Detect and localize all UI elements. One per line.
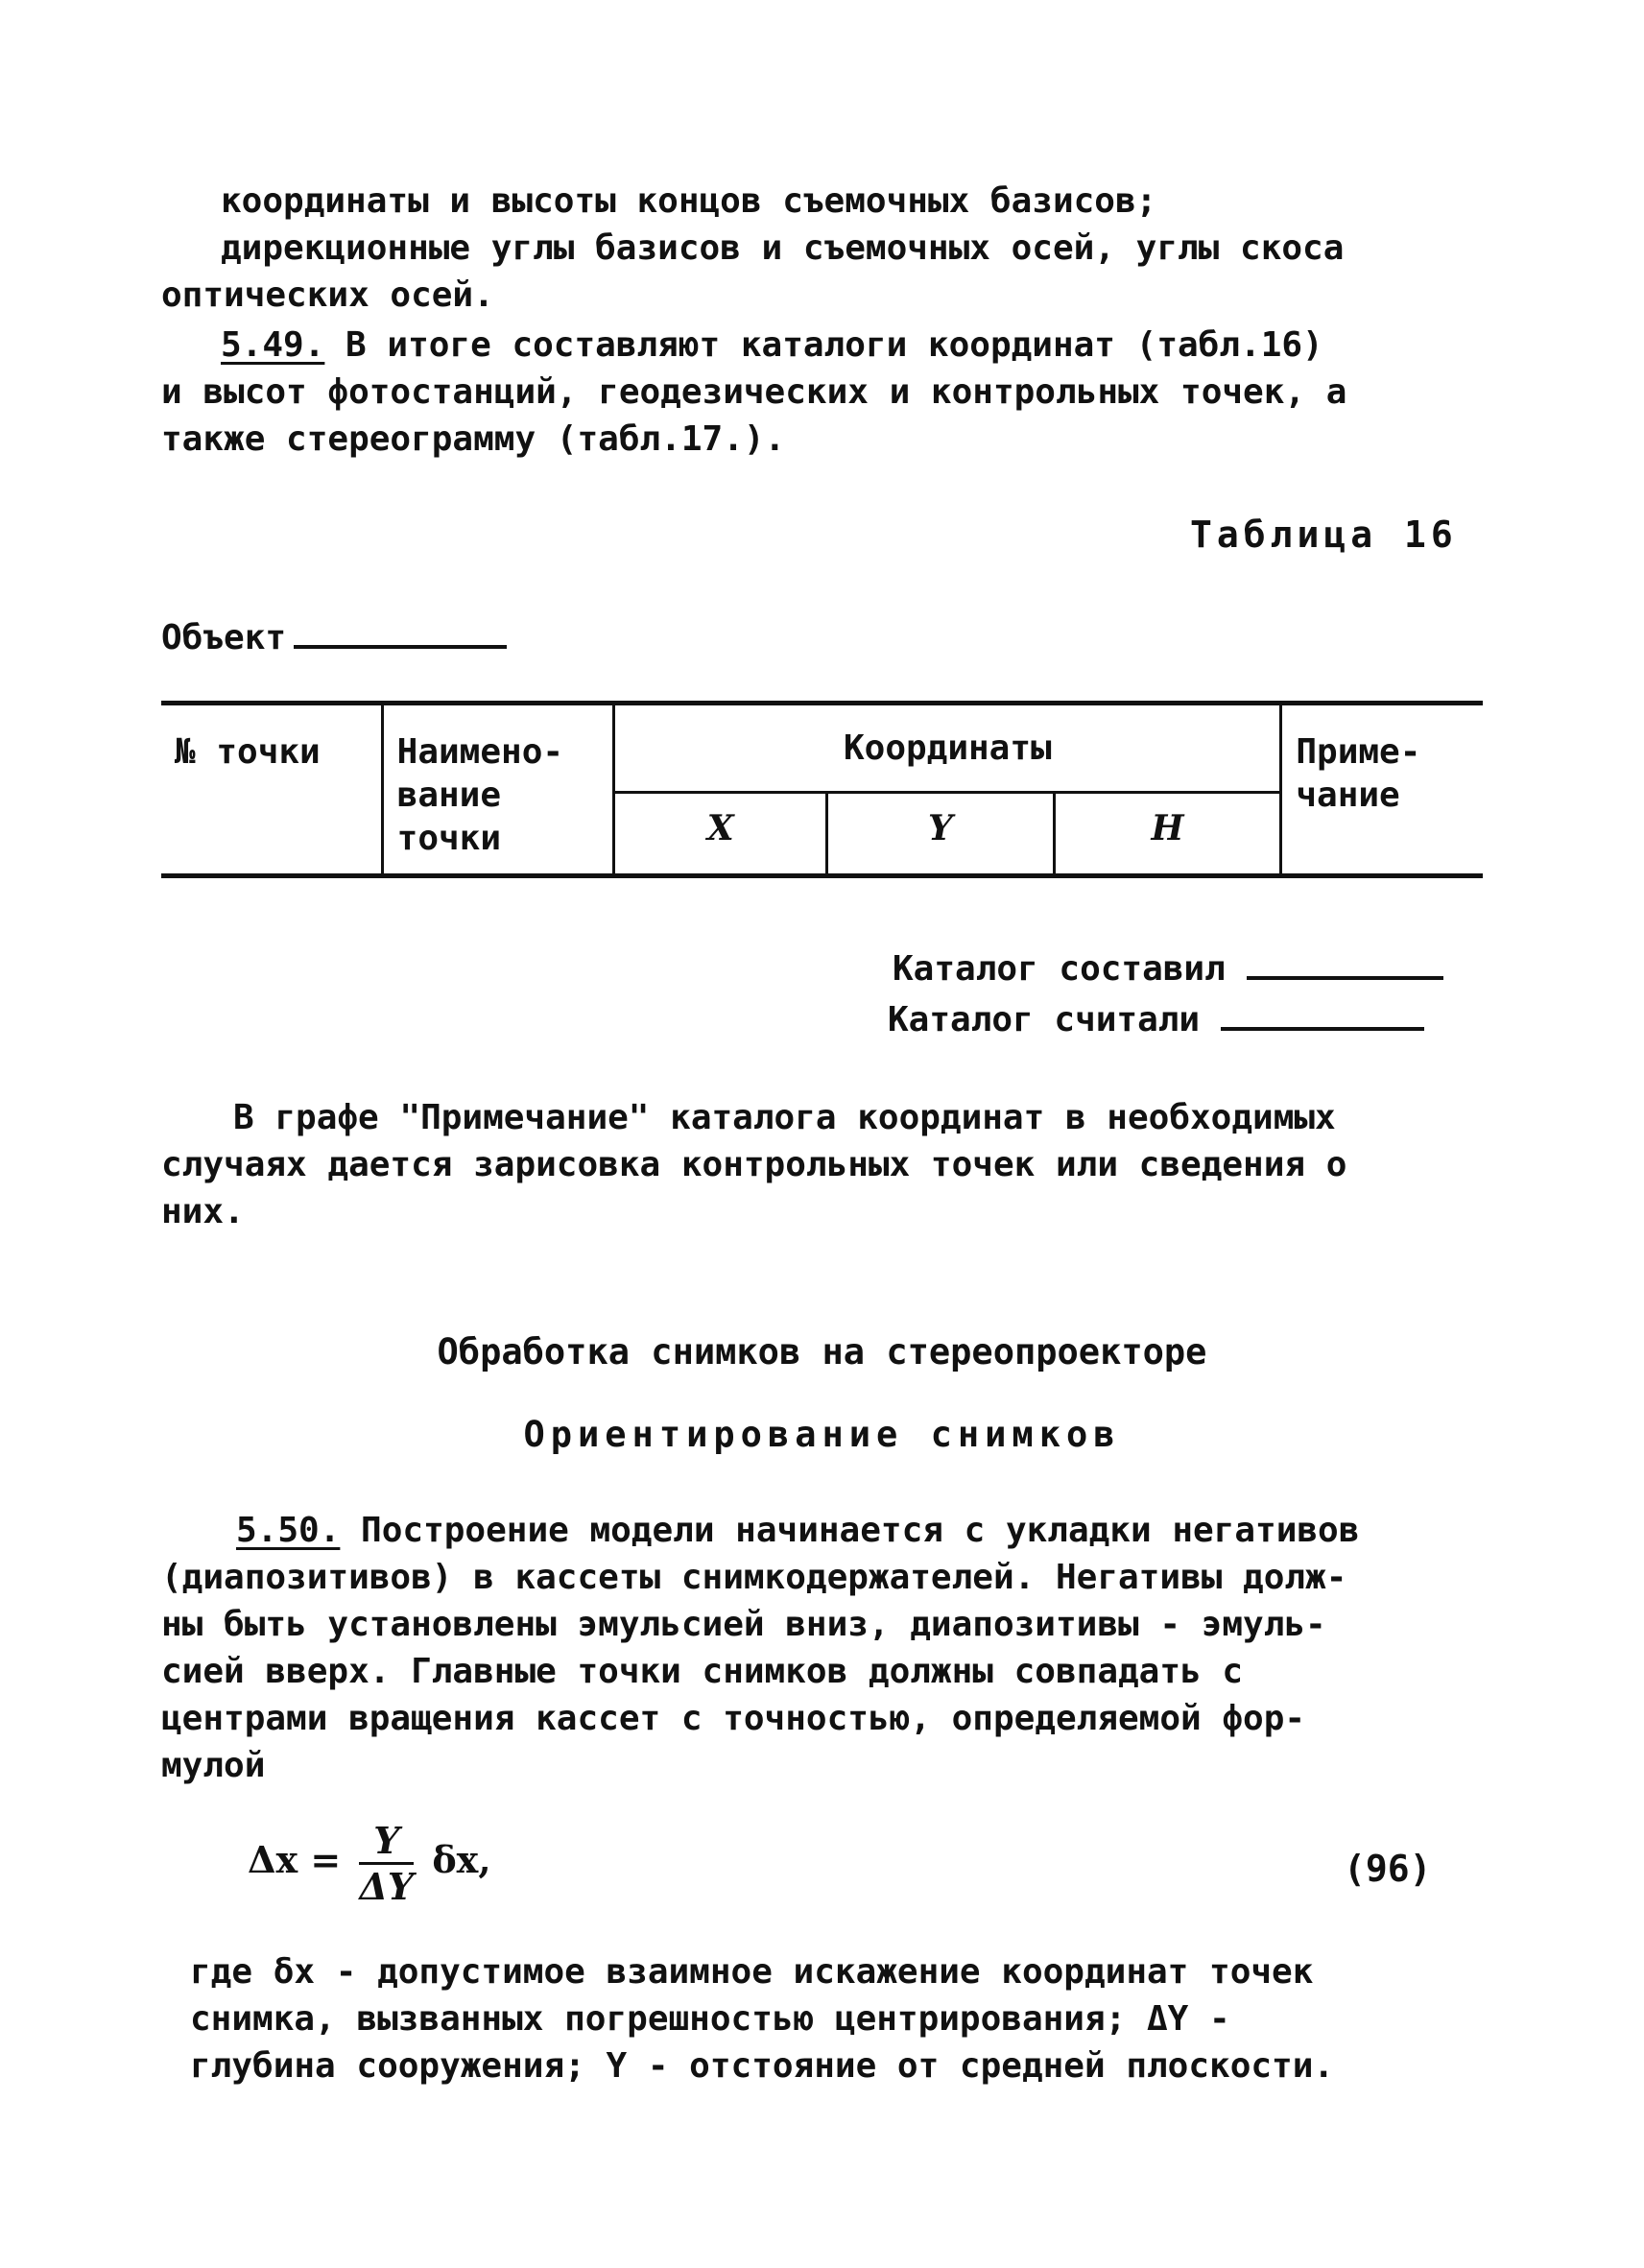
p550-line-2: (диапозитивов) в кассеты снимкодержателей. Негативы долж- [161,1558,1347,1597]
signature-checked-line [1221,1027,1424,1031]
paragraph-5-49 [161,322,1346,463]
header-x: X [614,793,827,876]
header-point-name-line-1: Наимено- [396,732,564,772]
object-blank-line [294,645,507,649]
p549-line-2: и высот фотостанций, геодезических и контрольных точек, а [161,372,1347,412]
signature-checked [888,996,1424,1043]
header-note-line-1: Приме- [1296,732,1421,772]
header-point-name-line-3: точки [396,819,502,858]
object-field [161,614,507,661]
intro-line-1: координаты и высоты концов съемочных базисов; [221,181,1157,221]
clause-number-5-50: 5.50. [236,1511,341,1550]
legend-line-3: глубина сооружения; Y - отстояние от средней плоскости. [190,2046,1335,2086]
p550-line-1: Построение модели начинается с укладки негативов [340,1511,1360,1550]
table-header-row-1 [161,704,1483,793]
p550-line-6: мулой [161,1746,266,1785]
formula-denominator: ΔY [359,1865,415,1908]
p549-line-3: также стереограмму (табл.17.). [161,419,786,459]
header-point-name [382,704,614,876]
section-heading: Обработка снимков на стереопроекторе [437,1331,1207,1373]
intro-line-3: оптических осей. [161,275,494,315]
equation-number: (96) [1344,1848,1432,1890]
p550-line-3: ны быть установлены эмульсией вниз, диапозитивы - эмуль- [161,1605,1326,1644]
p549-line-1: В итоге составляют каталоги координат (табл.16) [324,325,1323,365]
formula-numerator: Y [359,1819,414,1865]
signature-checked-label: Каталог считали [888,1000,1201,1039]
header-note [1281,704,1483,876]
header-point-name-line-2: вание [396,776,502,815]
legend-paragraph [190,1948,1334,2089]
note-line-1: В графе "Примечание" каталога координат в необходимых [233,1098,1336,1137]
legend-line-1: где δx - допустимое взаимное искажение координат точек [190,1952,1314,1992]
formula-lhs: Δx = [248,1838,342,1881]
header-h: H [1054,793,1281,876]
header-note-line-2: чание [1296,776,1400,815]
intro-line-2: дирекционные углы базисов и съемочных осей, углы скоса [221,228,1345,268]
legend-line-2: снимка, вызванных погрешностью центрирования; ΔY - [190,1999,1230,2039]
signature-compiled-line [1247,976,1443,980]
formula-fraction [359,1819,414,1908]
intro-paragraph [161,178,1344,319]
note-paragraph [161,1094,1346,1235]
paragraph-5-50 [161,1507,1359,1789]
p550-line-4: сией вверх. Главные точки снимков должны совпадать с [161,1652,1244,1691]
formula-96 [248,1819,491,1908]
p550-line-5: центрами вращения кассет с точностью, определяемой фор- [161,1699,1306,1738]
table-caption: Таблица 16 [1190,513,1458,556]
note-line-2: случаях дается зарисовка контрольных точек или сведения о [161,1145,1347,1184]
header-coordinates: Координаты [614,704,1281,793]
clause-number-5-49: 5.49. [221,325,325,365]
coordinates-catalog-table [161,701,1483,878]
header-point-no: № точки [161,704,382,876]
signature-compiled [893,945,1443,992]
object-label: Объект [161,618,287,657]
note-line-3: них. [161,1192,245,1231]
header-y: Y [826,793,1054,876]
subsection-heading: Ориентирование снимков [523,1414,1121,1455]
formula-rhs: δx, [432,1838,491,1881]
signature-compiled-label: Каталог составил [893,949,1226,989]
